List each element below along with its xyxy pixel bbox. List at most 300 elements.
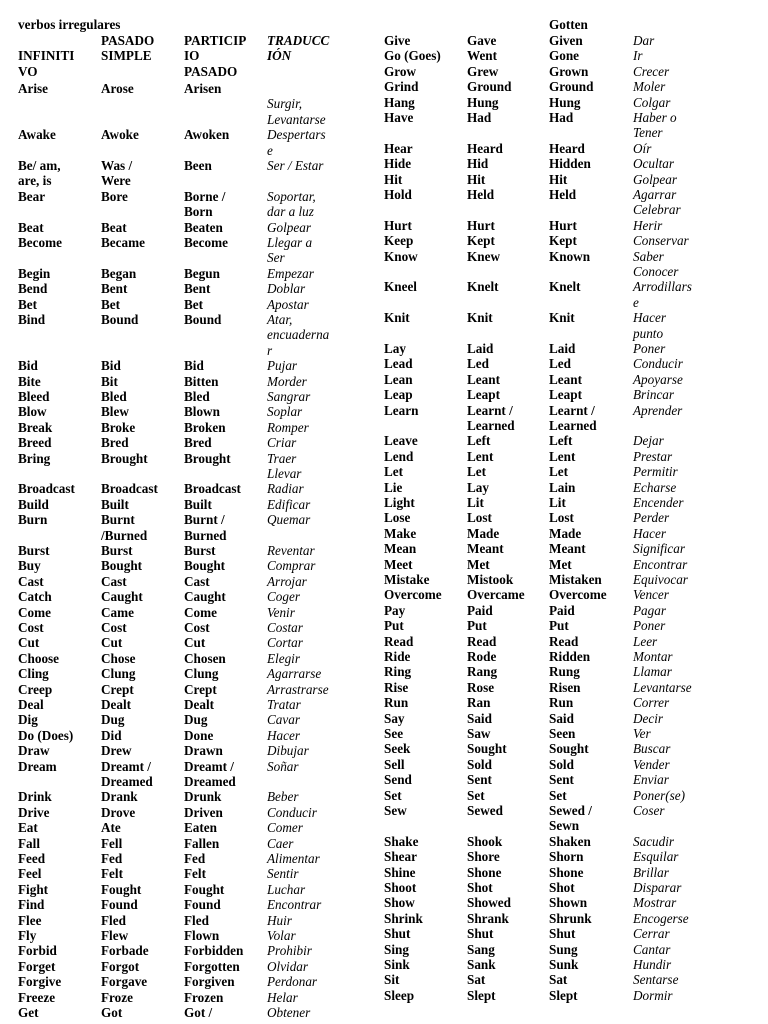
past-participle-cell: Broadcast (184, 481, 241, 497)
past-simple-cell: Shrank (467, 910, 509, 926)
past-participle-cell: Found (184, 897, 221, 913)
header-past-simple: PASADO (101, 33, 155, 48)
past-simple-cell: Rang (467, 664, 498, 680)
infinitive-cell: Become (18, 235, 62, 250)
past-participle-cell: Caught (184, 589, 226, 605)
past-participle-cell: Bet (184, 296, 204, 312)
translation-cell: Cerrar (633, 926, 670, 942)
infinitive-cell: Get (18, 1005, 39, 1020)
translation-cell: Colgar (633, 94, 671, 110)
past-participle-cell: Frozen (184, 989, 224, 1005)
past-simple-cell: Ran (467, 695, 491, 711)
past-simple-cell: Mistook (467, 572, 514, 587)
past-simple-cell: Bled (101, 389, 127, 404)
past-simple-cell: Read (467, 633, 497, 649)
infinitive-cell: Show (384, 895, 415, 911)
infinitive-cell: Forbid (18, 943, 57, 959)
past-participle-cell: Bled (184, 389, 210, 404)
past-simple-cell: Left (467, 433, 491, 449)
past-participle-cell: Mistaken (549, 572, 602, 587)
translation-cell: Cavar (267, 712, 300, 728)
translation-cell: Crecer (633, 63, 670, 79)
past-participle-cell: Knelt (549, 279, 581, 295)
past-simple-cell: Sang (467, 941, 495, 957)
past-participle-cell: Chosen (184, 650, 226, 666)
past-participle-cell: Arisen (184, 81, 222, 96)
translation-cell: Helar (267, 989, 298, 1005)
translation-cell: Ver (633, 726, 651, 741)
infinitive-cell: Light (384, 495, 415, 510)
infinitive-cell: Dream (18, 758, 57, 774)
translation-cell: Morder (267, 373, 307, 389)
past-participle-cell: Cost (184, 620, 210, 635)
translation-cell: Levantarse (633, 679, 692, 695)
past-simple-cell: Sold (467, 756, 492, 772)
past-simple-cell: Bent (101, 281, 128, 297)
infinitive-cell: Grind (384, 79, 419, 95)
translation-cell: Tratar (267, 697, 301, 712)
translation-cell: Beber (267, 789, 299, 805)
translation-cell: Coser (633, 803, 665, 818)
past-simple-cell: Crept (101, 681, 134, 697)
past-simple-cell: /Burned (101, 527, 148, 543)
past-participle-cell: Borne / (184, 188, 226, 204)
past-simple-cell: Burnt (101, 512, 135, 528)
past-participle-cell: Put (549, 618, 569, 634)
infinitive-cell: Hold (384, 187, 412, 202)
past-simple-cell: Became (101, 235, 145, 250)
past-simple-cell: Brought (101, 450, 148, 466)
past-participle-cell: Shrunk (549, 910, 592, 926)
past-simple-cell: Froze (101, 989, 133, 1005)
past-simple-cell: Drew (101, 743, 132, 759)
infinitive-cell: Bet (18, 296, 38, 312)
past-simple-cell: Shore (467, 849, 500, 865)
infinitive-cell: Do (Does) (18, 727, 74, 743)
past-simple-cell: Sought (467, 741, 507, 757)
past-participle-cell: Driven (184, 804, 223, 820)
past-participle-cell: Hit (549, 171, 568, 187)
past-participle-cell: Shaken (549, 833, 591, 849)
past-participle-cell: Flown (184, 928, 220, 943)
past-participle-cell: Leant (549, 371, 582, 387)
infinitive-cell: Shrink (384, 910, 423, 926)
past-participle-cell: Bound (184, 312, 222, 327)
translation-cell: Soportar, (267, 188, 316, 204)
past-simple-cell: Shook (467, 833, 503, 849)
past-simple-cell: Slept (467, 987, 496, 1003)
translation-cell: Esquilar (633, 849, 679, 865)
infinitive-cell: Pay (384, 602, 406, 618)
infinitive-cell: Make (384, 525, 417, 541)
infinitive-cell: Broadcast (18, 481, 75, 497)
translation-cell: Ocultar (633, 156, 675, 172)
past-simple-cell: Bound (101, 312, 139, 327)
infinitive-cell: Bleed (18, 389, 50, 404)
past-simple-cell: Lit (467, 495, 484, 510)
translation-cell: Criar (267, 435, 297, 451)
past-participle-cell: Bitten (184, 373, 219, 389)
past-participle-cell: Hidden (549, 156, 591, 172)
past-simple-cell: Bore (101, 188, 128, 204)
past-participle-cell: Sent (549, 772, 574, 788)
past-simple-cell: Fought (101, 881, 142, 897)
translation-cell: punto (633, 325, 664, 341)
past-participle-cell: Held (549, 187, 577, 202)
translation-cell: Hacer (633, 310, 666, 326)
translation-cell: encuaderna (267, 327, 330, 343)
past-simple-cell: Cast (101, 573, 127, 589)
past-simple-cell: Ground (467, 79, 512, 95)
past-participle-cell: Brought (184, 450, 231, 466)
past-participle-cell: Gone (549, 48, 580, 64)
translation-cell: Golpear (267, 219, 311, 235)
infinitive-cell: Run (384, 695, 409, 711)
past-participle-cell: Overcome (549, 587, 607, 603)
past-simple-cell: Grew (467, 63, 499, 79)
past-participle-cell: Been (184, 158, 212, 173)
past-simple-cell: Forbade (101, 943, 149, 959)
translation-cell: Enviar (633, 772, 669, 788)
past-participle-cell: Given (549, 33, 583, 48)
translation-cell: Aprender (633, 402, 683, 418)
past-participle-cell: Drawn (184, 743, 223, 759)
past-simple-cell: Leant (467, 371, 500, 387)
infinitive-cell: Leap (384, 387, 413, 403)
translation-cell: Conducir (267, 804, 317, 820)
translation-cell: Conducir (633, 356, 683, 372)
infinitive-cell: Bind (18, 312, 46, 327)
translation-cell: e (633, 294, 639, 310)
header-past-simple: SIMPLE (101, 48, 152, 64)
infinitive-cell: Drink (18, 789, 52, 805)
past-participle-cell: Had (549, 110, 574, 125)
past-participle-cell: Knit (549, 310, 575, 326)
past-simple-cell: Let (467, 464, 487, 480)
infinitive-cell: See (384, 726, 404, 741)
infinitive-cell: Ride (384, 649, 411, 664)
header-translation: TRADUCC (267, 33, 330, 48)
infinitive-cell: Hit (384, 171, 403, 187)
past-simple-cell: Arose (101, 81, 134, 96)
past-participle-cell: Felt (184, 866, 206, 882)
past-participle-cell: Clung (184, 666, 219, 682)
infinitive-cell: Freeze (18, 989, 56, 1005)
infinitive-cell: Keep (384, 233, 414, 249)
past-simple-cell: Set (467, 787, 485, 803)
past-participle-cell: Rung (549, 664, 580, 680)
past-simple-cell: Chose (101, 650, 136, 666)
past-simple-cell: Caught (101, 589, 143, 605)
translation-cell: Agarrarse (267, 666, 322, 682)
past-participle-cell: Ridden (549, 649, 591, 664)
infinitive-cell: Buy (18, 558, 41, 574)
infinitive-cell: Sell (384, 756, 405, 772)
infinitive-cell: Creep (18, 681, 53, 697)
past-simple-cell: Burst (101, 543, 133, 558)
past-participle-cell: Meant (549, 541, 586, 557)
translation-cell: Buscar (633, 741, 671, 757)
past-simple-cell: Lent (467, 448, 494, 464)
infinitive-cell: Shear (384, 849, 417, 865)
infinitive-cell: Lose (384, 510, 411, 526)
translation-cell: Apoyarse (633, 371, 683, 387)
past-simple-cell: Lay (467, 479, 489, 495)
translation-cell: Doblar (267, 281, 306, 297)
infinitive-cell: Seek (384, 741, 411, 757)
infinitive-cell: Rise (384, 679, 409, 695)
past-simple-cell: Sewed (467, 803, 503, 818)
translation-cell: Ir (633, 48, 643, 64)
infinitive-cell: Find (18, 897, 45, 913)
translation-cell: dar a luz (267, 204, 314, 220)
past-simple-cell: Did (101, 727, 122, 743)
translation-cell: Venir (267, 604, 295, 620)
header-past-participle: PASADO (184, 63, 238, 79)
past-participle-cell: Got / (184, 1005, 213, 1020)
translation-cell: Despertars (267, 127, 326, 143)
translation-cell: Volar (267, 928, 296, 943)
past-participle-cell: Dreamed (184, 774, 236, 789)
past-participle-cell: Forbidden (184, 943, 244, 959)
past-simple-cell: Forgot (101, 958, 140, 974)
translation-cell: Herir (633, 217, 663, 233)
past-simple-cell: Had (467, 110, 492, 125)
translation-cell: Comprar (267, 558, 316, 574)
infinitive-cell: Sew (384, 803, 407, 818)
translation-cell: Prohibir (267, 943, 312, 959)
past-simple-cell: Came (101, 604, 134, 620)
infinitive-cell: Leave (384, 433, 418, 449)
infinitive-cell: Lead (384, 356, 413, 372)
infinitive-cell: Let (384, 464, 404, 480)
past-participle-cell: Hurt (549, 217, 577, 233)
infinitive-cell: Dig (18, 712, 38, 728)
translation-cell: r (267, 342, 273, 358)
past-participle-cell: Come (184, 604, 217, 620)
past-participle-cell: Kept (549, 233, 577, 249)
past-participle-cell: Fled (184, 912, 209, 928)
past-simple-cell: Said (467, 710, 492, 726)
past-participle-cell: Sold (549, 756, 574, 772)
translation-cell: Hundir (633, 957, 672, 972)
infinitive-cell: Sink (384, 957, 410, 972)
past-simple-cell: Hung (467, 94, 499, 110)
past-participle-cell: Learned (549, 418, 597, 433)
past-simple-cell: Sat (467, 972, 486, 988)
translation-cell: Decir (633, 710, 664, 726)
translation-cell: Moler (633, 79, 666, 95)
past-simple-cell: Blew (101, 404, 129, 420)
translation-cell: Sentir (267, 866, 299, 882)
infinitive-cell: are, is (18, 173, 52, 189)
past-simple-cell: Was / (101, 158, 133, 173)
past-simple-cell: Knew (467, 248, 500, 264)
infinitive-cell: Lend (384, 448, 414, 464)
translation-cell: Leer (633, 633, 658, 649)
past-simple-cell: Drank (101, 789, 138, 805)
past-simple-cell: Went (467, 48, 498, 64)
infinitive-cell: Cast (18, 573, 44, 589)
infinitive-cell: Choose (18, 650, 60, 666)
infinitive-cell: Bid (18, 358, 38, 374)
past-simple-cell: Rode (467, 649, 497, 664)
translation-cell: Pujar (267, 358, 298, 374)
past-participle-cell: Hung (549, 94, 581, 110)
infinitive-cell: Put (384, 618, 404, 634)
infinitive-cell: Come (18, 604, 51, 620)
past-participle-cell: Bought (184, 558, 226, 574)
infinitive-cell: Drive (18, 804, 50, 820)
infinitive-cell: Blow (18, 404, 47, 420)
past-simple-cell: Broadcast (101, 481, 158, 497)
past-participle-cell: Shorn (549, 849, 584, 865)
past-participle-cell: Leapt (549, 387, 582, 403)
past-participle-cell: Risen (549, 679, 581, 695)
header-translation: IÓN (267, 48, 292, 64)
past-simple-cell: Found (101, 897, 138, 913)
past-simple-cell: Meant (467, 541, 504, 557)
past-simple-cell: Knit (467, 310, 493, 326)
past-simple-cell: Cut (101, 635, 123, 651)
translation-cell: Vencer (633, 587, 669, 603)
past-simple-cell: Clung (101, 666, 136, 682)
infinitive-cell: Mistake (384, 572, 430, 587)
infinitive-cell: Shine (384, 864, 416, 880)
translation-cell: Saber (633, 248, 664, 264)
infinitive-cell: Arise (18, 81, 49, 96)
infinitive-cell: Draw (18, 743, 50, 759)
infinitive-cell: Awake (18, 127, 56, 143)
infinitive-cell: Bear (18, 188, 46, 204)
translation-cell: Quemar (267, 512, 311, 528)
past-participle-cell: Lost (549, 510, 574, 526)
past-participle-cell: Seen (549, 726, 576, 741)
past-simple-cell: Learned (467, 418, 515, 433)
past-simple-cell: Shut (467, 926, 494, 942)
past-participle-cell: Known (549, 248, 591, 264)
infinitive-cell: Sleep (384, 987, 415, 1003)
translation-cell: Conocer (633, 264, 679, 279)
translation-cell: Perder (633, 510, 670, 526)
past-simple-cell: Paid (467, 602, 493, 618)
past-simple-cell: Fell (101, 835, 123, 851)
translation-cell: Dibujar (267, 743, 309, 759)
past-participle-cell: Sewn (549, 818, 580, 834)
infinitive-cell: Set (384, 787, 402, 803)
translation-cell: Llevar (267, 466, 302, 481)
infinitive-cell: Cut (18, 635, 40, 651)
past-simple-cell: Awoke (101, 127, 139, 143)
translation-cell: Obtener (267, 1005, 311, 1020)
past-participle-cell: Forgotten (184, 958, 240, 974)
infinitive-cell: Shut (384, 926, 411, 942)
translation-cell: Luchar (267, 881, 306, 897)
past-participle-cell: Fallen (184, 835, 220, 851)
translation-cell: Celebrar (633, 202, 681, 218)
past-simple-cell: Overcame (467, 587, 525, 603)
translation-cell: Perdonar (267, 974, 318, 990)
infinitive-cell: Forget (18, 958, 56, 974)
past-simple-cell: Forgave (101, 974, 148, 990)
document-title: verbos irregulares (18, 17, 121, 32)
past-participle-cell: Run (549, 695, 574, 711)
translation-cell: Pagar (633, 602, 666, 618)
past-simple-cell: Drove (101, 804, 136, 820)
continued-participle-gotten: Gotten (549, 17, 588, 32)
past-participle-cell: Drunk (184, 789, 222, 805)
translation-cell: Alimentar (267, 851, 320, 866)
translation-cell: Poner (633, 618, 666, 634)
infinitive-cell: Ring (384, 664, 412, 680)
past-participle-cell: Lain (549, 479, 576, 495)
past-participle-cell: Become (184, 235, 228, 250)
infinitive-cell: Fall (18, 835, 40, 851)
translation-cell: Ser / Estar (267, 158, 324, 173)
past-simple-cell: Rose (467, 679, 495, 695)
translation-cell: Mostrar (633, 895, 677, 911)
past-simple-cell: Held (467, 187, 495, 202)
infinitive-cell: Burst (18, 543, 50, 558)
header-infinitive: INFINITI (18, 48, 75, 64)
infinitive-cell: Forgive (18, 974, 62, 990)
translation-cell: Comer (267, 820, 303, 836)
past-simple-cell: Bred (101, 435, 129, 451)
past-simple-cell: Were (101, 173, 131, 189)
past-simple-cell: Dreamt / (101, 758, 151, 774)
past-participle-cell: Set (549, 787, 567, 803)
translation-cell: Levantarse (267, 111, 326, 127)
past-simple-cell: Flew (101, 928, 129, 943)
past-participle-cell: Awoken (184, 127, 230, 143)
infinitive-cell: Shoot (384, 880, 417, 895)
past-participle-cell: Dealt (184, 697, 215, 712)
infinitive-cell: Catch (18, 589, 52, 605)
translation-cell: Apostar (267, 296, 309, 312)
translation-cell: Llegar a (267, 235, 313, 250)
past-simple-cell: Put (467, 618, 487, 634)
infinitive-cell: Hang (384, 94, 415, 110)
infinitive-cell: Feed (18, 851, 46, 866)
past-simple-cell: Learnt / (467, 402, 513, 418)
past-simple-cell: Dug (101, 712, 125, 728)
past-participle-cell: Dreamt / (184, 758, 234, 774)
past-simple-cell: Dealt (101, 697, 132, 712)
translation-cell: e (267, 142, 273, 158)
translation-cell: Dejar (633, 433, 664, 449)
past-participle-cell: Read (549, 633, 579, 649)
infinitive-cell: Begin (18, 265, 51, 281)
past-participle-cell: Burst (184, 543, 216, 558)
translation-cell: Atar, (267, 312, 293, 327)
translation-cell: Elegir (267, 650, 300, 666)
past-participle-cell: Laid (549, 341, 576, 356)
translation-cell: Huir (267, 912, 292, 928)
past-participle-cell: Fought (184, 881, 225, 897)
header-past-participle: IO (184, 48, 200, 64)
past-simple-cell: Bit (101, 373, 118, 389)
translation-cell: Encontrar (633, 556, 688, 572)
past-simple-cell: Shot (467, 880, 493, 895)
translation-cell: Golpear (633, 171, 677, 187)
past-participle-cell: Dug (184, 712, 208, 728)
past-participle-cell: Shot (549, 880, 575, 895)
infinitive-cell: Meet (384, 556, 413, 572)
past-participle-cell: Burnt / (184, 512, 225, 528)
translation-cell: Cortar (267, 635, 303, 651)
infinitive-cell: Go (Goes) (384, 48, 441, 64)
infinitive-cell: Give (384, 33, 411, 48)
